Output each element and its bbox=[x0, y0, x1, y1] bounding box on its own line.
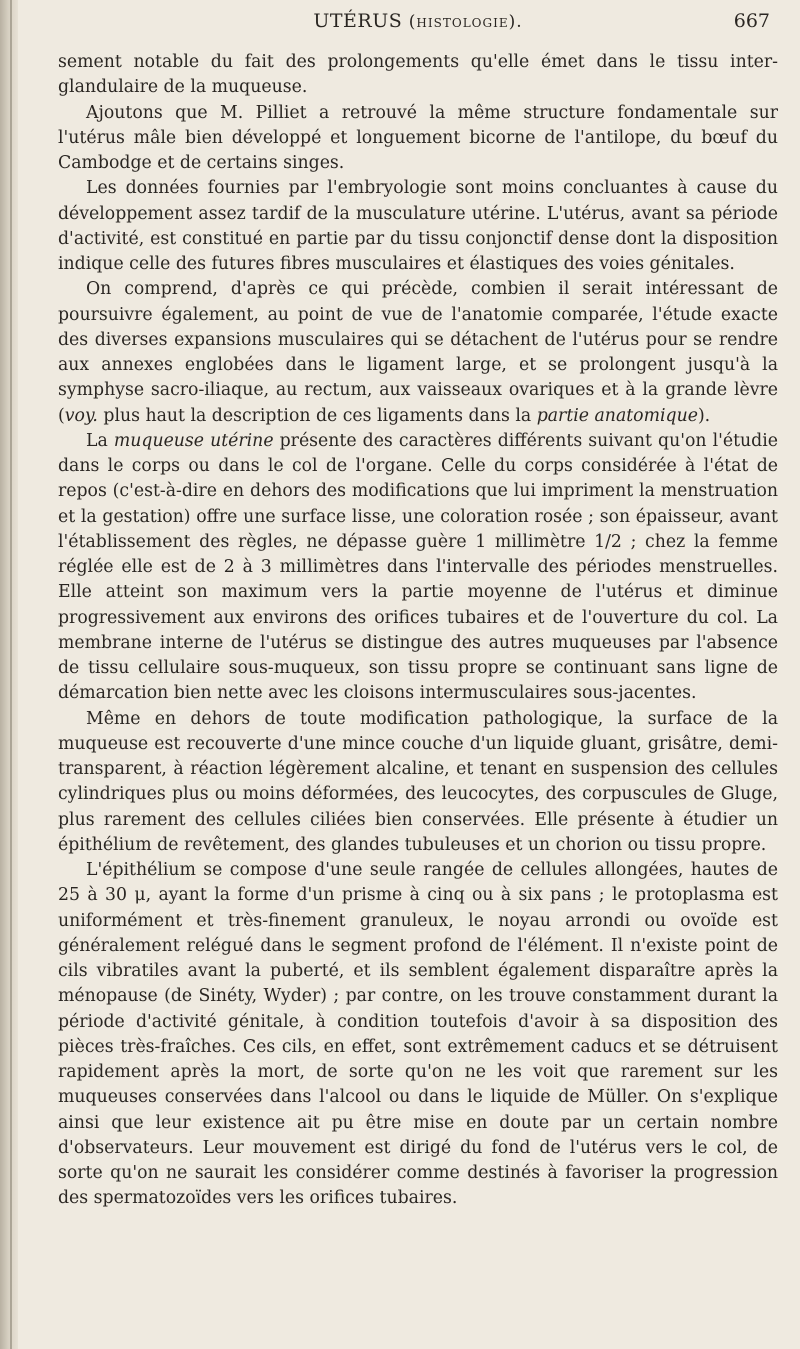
text-run: sement notable du fait des prolongements qu'elle émet dans le tissu inter-glandulaire de la muqueuse. bbox=[58, 52, 778, 98]
paragraph bbox=[58, 176, 778, 277]
text-run: La bbox=[86, 430, 114, 451]
binding-shadow-line bbox=[10, 0, 12, 1349]
page-binding-edge bbox=[0, 0, 18, 1349]
running-head-section: (histologie). bbox=[408, 12, 523, 32]
text-run: présente des caractères différents suivant qu'on l'étudie dans le corps ou dans le col de l'organe. Celle du corps considérée à l'état de repos (c'est-à-dire en dehors des modifications que lui impriment la menstruation et la gestation) offre une surface lisse, une coloration rosée ; son épaisseur, avant l'établissement des règles, ne dépasse guère 1 millimètre 1/2 ; chez la femme réglée elle est de 2 à 3 millimètres dans l'intervalle des périodes menstruelles. Elle atteint son maximum vers la partie moyenne de l'utérus et diminue progressivement aux environs des orifices tubaires et de l'ouverture du col. La membrane interne de l'utérus se distingue des autres muqueuses par l'absence de tissu cellulaire sous-muqueux, son tissu propre se continuant sans ligne de démarcation bien nette avec les cloisons intermusculaires sous-jacentes. bbox=[58, 430, 778, 704]
text-run: On comprend, d'après ce qui précède, combien il serait intéressant de poursuivre également, au point de vue de l'anatomie comparée, l'étude exacte des diverses expansions musculaires qui se détachent de l'utérus pour se rendre aux annexes englobées dans le ligament large, et se prolongent jusqu'à la symphyse sacro-iliaque, au rectum, aux vaisseaux ovariques et à la grande lèvre ( bbox=[58, 279, 778, 426]
paragraph bbox=[58, 50, 778, 101]
running-head bbox=[60, 10, 776, 32]
text-run: Même en dehors de toute modification pathologique, la surface de la muqueuse est recouverte d'une mince couche d'un liquide gluant, grisâtre, demi-transparent, à réaction légèrement alcaline, et tenant en suspension des cellules cylindriques plus ou moins déformées, des leucocytes, des corpuscules de Gluge, plus rarement des cellules ciliées bien conservées. Elle présente à étudier un épithélium de revêtement, des glandes tubuleuses et un chorion ou tissu propre. bbox=[58, 708, 778, 855]
paragraph bbox=[58, 858, 778, 1212]
text-run: L'épithélium se compose d'une seule rangée de cellules allongées, hautes de 25 à 30 μ, ayant la forme d'un prisme à cinq ou à six pans ; le protoplasma est uniformément et très-finement granuleux, le noyau arrondi ou ovoïde est généralement relégué dans le segment profond de l'élément. Il n'existe point de cils vibratiles avant la puberté, et ils semblent également disparaître après la ménopause (de Sinéty, Wyder) ; par contre, on les trouve constamment durant la période d'activité génitale, à condition toutefois d'avoir à sa disposition des pièces très-fraîches. Ces cils, en effet, sont extrêmement caducs et se détruisent rapidement après la mort, de sorte qu'on ne les voit que rarement sur les muqueuses conservées dans l'alcool ou dans le liquide de Müller. On s'explique ainsi que leur existence ait pu être mise en doute par un certain nombre d'observateurs. Leur mouvement est dirigé du fond de l'utérus vers le col, de sorte qu'on ne saurait les considérer comme destinés à favoriser la progression des spermatozoïdes vers les orifices tubaires. bbox=[58, 860, 778, 1209]
text-run: Les données fournies par l'embryologie sont moins concluantes à cause du développement assez tardif de la musculature utérine. L'utérus, avant sa période d'activité, est constitué en partie par du tissu conjonctif dense dont la disposition indique celle des futures fibres musculaires et élastiques des voies génitales. bbox=[58, 178, 778, 274]
text-run: ). bbox=[697, 405, 711, 426]
paragraph bbox=[58, 277, 778, 429]
body-text bbox=[58, 50, 778, 1212]
running-head-title: UTÉRUS bbox=[313, 10, 403, 32]
italic-text: muqueuse utérine bbox=[113, 430, 274, 451]
paragraph bbox=[58, 101, 778, 177]
text-run: plus haut la description de ces ligaments dans la bbox=[97, 405, 537, 426]
page-header bbox=[60, 10, 776, 44]
italic-text: partie anatomique bbox=[536, 405, 698, 426]
paragraph bbox=[58, 707, 778, 859]
paragraph bbox=[58, 429, 778, 707]
italic-text: voy. bbox=[64, 405, 98, 426]
text-run: Ajoutons que M. Pilliet a retrouvé la même structure fondamentale sur l'utérus mâle bien développé et longuement bicorne de l'antilope, du bœuf du Cambodge et de certains singes. bbox=[58, 102, 778, 173]
page-number: 667 bbox=[733, 10, 770, 32]
